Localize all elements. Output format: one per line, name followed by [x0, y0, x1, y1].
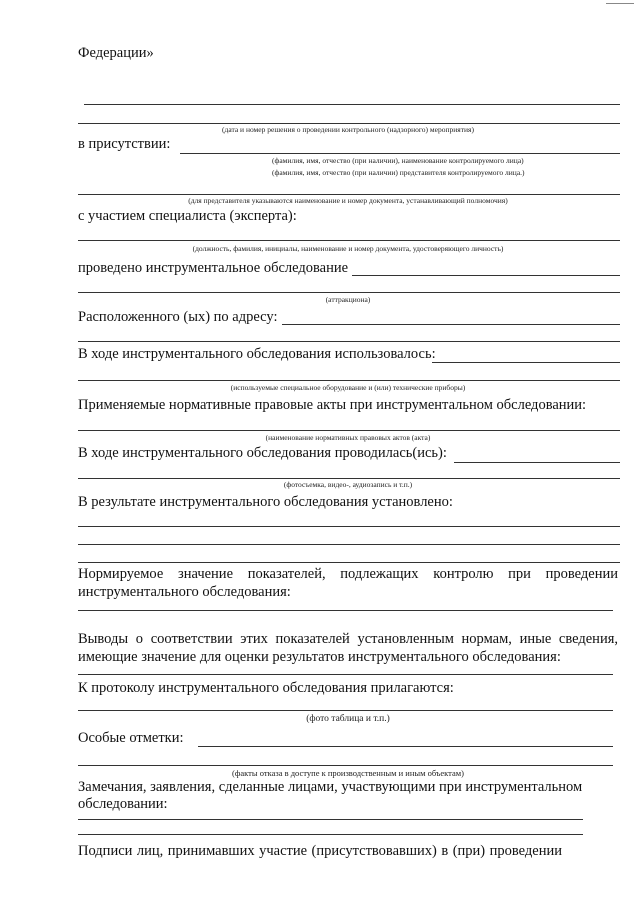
presence-label: в присутствии:: [78, 136, 171, 152]
caption-attraction: (аттракциона): [325, 295, 371, 304]
attachments-line[interactable]: [78, 710, 613, 711]
remarks-line-1: Замечания, заявления, сделанные лицами, участвующими при инструментальном: [78, 779, 583, 795]
specialist-label: с участием специалиста (эксперта):: [78, 208, 297, 224]
caption-controlled-person: (фамилия, имя, отчество (при наличии), наименование контролируемого лица): [272, 156, 524, 165]
normative-value-line[interactable]: [78, 610, 613, 611]
page-corner-mark: [606, 3, 634, 4]
result-line-2[interactable]: [78, 544, 620, 545]
equipment-used-label: В ходе инструментального обследования использовалось:: [78, 346, 436, 362]
attachments-label: К протоколу инструментального обследования прилагаются:: [78, 680, 454, 696]
address-line-1[interactable]: [282, 324, 620, 325]
special-marks-line-1[interactable]: [198, 746, 613, 747]
result-label: В результате инструментального обследования установлено:: [78, 494, 453, 510]
remarks-line-a[interactable]: [78, 819, 583, 820]
caption-photo-table: (фото таблица и т.п.): [306, 714, 390, 724]
legal-acts-label: Применяемые нормативные правовые акты при инструментальном обследовании:: [78, 397, 587, 413]
caption-media: (фотосъемка, видео-, аудиозапись и т.п.): [283, 480, 413, 489]
attraction-line[interactable]: [78, 292, 620, 293]
normative-value-line-1: Нормируемое значение показателей, подлежащих контролю при проведении: [78, 566, 618, 582]
special-marks-label: Особые отметки:: [78, 730, 184, 746]
conclusions-line-1: Выводы о соответствии этих показателей установленным нормам, иные сведения,: [78, 631, 618, 647]
legal-acts-line[interactable]: [78, 430, 620, 431]
special-marks-line-2[interactable]: [78, 765, 613, 766]
conducted-label: В ходе инструментального обследования проводилась(ись):: [78, 445, 447, 461]
inspection-done-line[interactable]: [352, 275, 620, 276]
equipment-line-1[interactable]: [432, 362, 620, 363]
remarks-line-b[interactable]: [78, 834, 583, 835]
address-line-2[interactable]: [78, 341, 620, 342]
result-line-3[interactable]: [78, 562, 620, 563]
representative-line[interactable]: [78, 194, 620, 195]
conducted-line-2[interactable]: [78, 478, 620, 479]
remarks-line-2: обследовании:: [78, 796, 168, 812]
caption-decision: (дата и номер решения о проведении контрольного (надзорного) мероприятия): [222, 125, 474, 134]
conclusions-line[interactable]: [78, 674, 613, 675]
inspection-done-label: проведено инструментальное обследование: [78, 260, 349, 276]
address-label: Расположенного (ых) по адресу:: [78, 309, 278, 325]
specialist-line[interactable]: [78, 240, 620, 241]
caption-representative-doc: (для представителя указываются наименование и номер документа, устанавливающий полномочия): [188, 196, 508, 205]
caption-access-refusal: (факты отказа в доступе к производственным и иным объектам): [232, 768, 464, 778]
decision-line-2[interactable]: [78, 123, 620, 124]
presence-line[interactable]: [180, 153, 620, 154]
result-line-1[interactable]: [78, 526, 620, 527]
caption-specialist: (должность, фамилия, инициалы, наименование и номер документа, удостоверяющего личность): [192, 244, 504, 253]
caption-equipment: (используемые специальное оборудование и (или) технические приборы): [230, 383, 466, 392]
equipment-line-2[interactable]: [78, 380, 620, 381]
normative-value-line-2: инструментального обследования:: [78, 584, 291, 600]
header-fragment: Федерации»: [78, 45, 154, 61]
conducted-line-1[interactable]: [454, 462, 620, 463]
caption-legal-acts: (наименование нормативных правовых актов (акта): [265, 433, 431, 442]
decision-line-1[interactable]: [84, 104, 620, 105]
signatures-line: Подписи лиц, принимавших участие (присутствовавших) в (при) проведении: [78, 843, 562, 859]
caption-representative: (фамилия, имя, отчество (при наличии) представителя контролируемого лица.): [272, 168, 525, 177]
conclusions-line-2: имеющие значение для оценки результатов инструментального обследования:: [78, 649, 561, 665]
